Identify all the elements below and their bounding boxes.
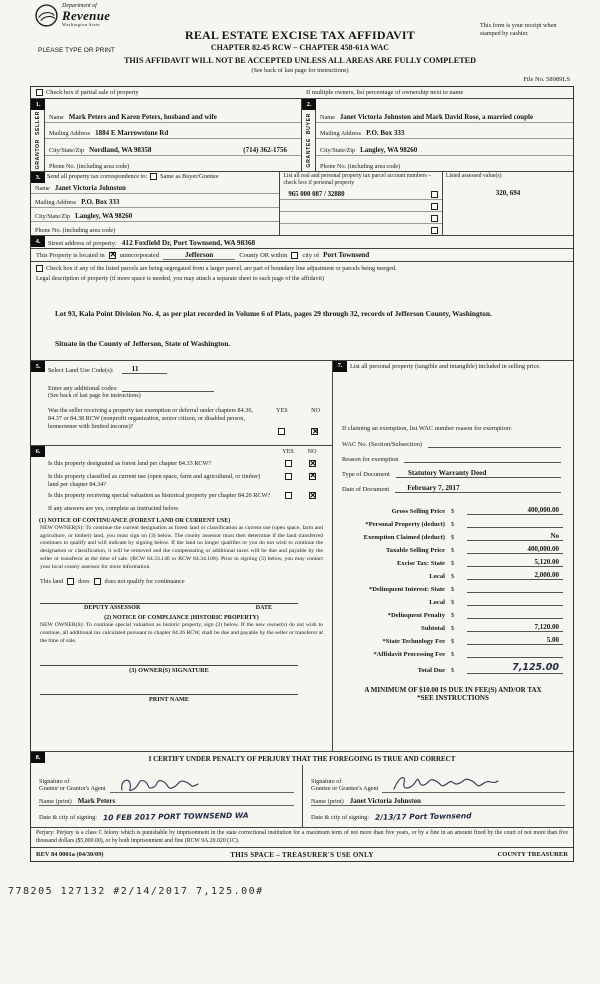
no-header: NO <box>307 448 317 456</box>
buyer-city-row <box>316 139 573 155</box>
yes-header: YES <box>282 448 294 456</box>
notice-compliance-title: (2) NOTICE OF COMPLIANCE (HISTORIC PROPERTY) <box>104 615 259 622</box>
correspondence-address-value: P.O. Box 333 <box>81 197 120 206</box>
logo-state-label: Washington State <box>62 21 100 27</box>
warning-line: THIS AFFIDAVIT WILL NOT BE ACCEPTED UNLESS ALL AREAS ARE FULLY COMPLETED <box>123 56 477 65</box>
correspondence-phone-label: Phone No. (including area code) <box>35 227 116 234</box>
money-label: *Delinquent Interest: State <box>368 586 445 594</box>
grantee-signature-field[interactable] <box>382 767 565 793</box>
correspondence-phone-row <box>31 222 279 235</box>
section-2-badge: 2. <box>302 99 316 110</box>
dollar-sign: $ <box>451 599 455 607</box>
dollar-sign: $ <box>451 667 455 675</box>
certification-section <box>31 752 573 827</box>
buyer-city-value: Langley, WA 98260 <box>360 145 418 154</box>
treasurer-space-label: THIS SPACE – TREASURER'S USE ONLY <box>230 850 374 859</box>
correspondence-address-label: Mailing Address <box>35 199 77 206</box>
logo-name-label: Revenue <box>62 8 111 24</box>
property-section <box>31 236 573 360</box>
perjury-statement: Perjury: Perjury is a class C felony which is punishable by imprisonment in the state correctional institution for a maximum term of not more than five years, or by a fine in an amount fixed by the court of not more than five thousand dollars ($5,000.00), or by both imprisonment and fine (RCW 9A.20.020 (1C). <box>31 827 573 847</box>
section-8-badge: 8. <box>31 752 45 763</box>
money-value: 5,120.00 <box>467 558 563 567</box>
tax-computation-section <box>333 361 573 751</box>
grantee-date-label: Date & city of signing: <box>311 814 370 822</box>
historic-yes-checkbox[interactable] <box>285 492 292 499</box>
receipt-note: This form is your receipt when stamped by cashier. <box>480 22 557 37</box>
personal-property-checkbox-1[interactable] <box>431 191 438 198</box>
seller-grantor-strip <box>31 110 45 171</box>
buyer-address-label: Mailing Address <box>320 130 362 138</box>
county-or-label: County OR within <box>239 251 288 259</box>
wac-label: WAC No. (Section/Subsection) <box>342 441 423 449</box>
dollar-sign: $ <box>451 560 455 568</box>
file-number: File No. 58989LS <box>523 76 570 83</box>
money-value: 2,000.00 <box>467 571 563 580</box>
city-of-label: city of <box>302 251 320 259</box>
parcel-row <box>280 188 442 200</box>
forest-yes-checkbox[interactable] <box>285 460 292 467</box>
doc-date-value: February 7, 2017 <box>395 484 561 493</box>
grantor-signature-field[interactable] <box>110 767 294 793</box>
county-treasurer-label: COUNTY TREASURER <box>497 851 568 859</box>
continuance-qualify-row <box>31 571 332 585</box>
money-table <box>333 494 573 674</box>
personal-property-deduct-row <box>333 515 563 528</box>
logo-text <box>62 3 110 28</box>
reason-label: Reason for exemption <box>342 456 399 464</box>
yes-label: YES <box>276 407 288 415</box>
buyer-address-row <box>316 123 573 139</box>
money-value: 5.00 <box>467 636 563 645</box>
money-label: Taxable Selling Price <box>385 547 445 555</box>
money-label: Total Due <box>417 667 445 675</box>
doc-type-label: Type of Document <box>342 471 390 479</box>
county-value: Jefferson <box>163 251 235 260</box>
partial-sale-label: Check box if partial sale of property <box>46 89 139 96</box>
grantor-date-label: Date & city of signing: <box>39 814 98 822</box>
deferral-yes-checkbox[interactable] <box>278 428 285 435</box>
grantor-vertical-label: GRANTOR <box>34 139 41 170</box>
exemption-claimed-row <box>333 528 563 541</box>
assessed-value: 320, 694 <box>495 188 521 197</box>
money-value: 400,000.00 <box>467 545 563 554</box>
dollar-sign: $ <box>451 547 455 555</box>
doc-type-value: Statutory Warranty Deed <box>396 469 561 478</box>
please-type-label: PLEASE TYPE OR PRINT <box>38 47 115 54</box>
current-use-no-checkbox[interactable] <box>309 473 316 480</box>
reason-field[interactable] <box>404 462 561 463</box>
segregated-checkbox[interactable] <box>36 265 43 272</box>
deputy-assessor-line <box>40 603 298 611</box>
if-yes-note: If any answers are yes, complete as instructed below. <box>48 505 180 513</box>
gross-selling-price-row <box>333 502 563 515</box>
partial-sale-row <box>31 87 573 99</box>
historic-no-checkbox[interactable] <box>309 492 316 499</box>
money-label: Local <box>429 573 445 581</box>
additional-codes-label: Enter any additional codes: <box>48 385 118 393</box>
wac-field[interactable] <box>428 447 561 448</box>
notice-continuance-title: (1) NOTICE OF CONTINUANCE (FOREST LAND OR CURRENT USE) <box>39 518 231 525</box>
seller-vertical-label: SELLER <box>34 111 41 136</box>
seller-city-row <box>45 139 301 155</box>
grantor-name-value: Mark Peters <box>77 797 116 806</box>
dollar-sign: $ <box>451 638 455 646</box>
section-4-badge: 4. <box>31 236 45 247</box>
money-value <box>467 618 563 619</box>
money-value <box>467 527 563 528</box>
grantee-signature-ink <box>390 773 502 795</box>
taxable-selling-price-row <box>333 541 563 554</box>
grantor-agent-label: Grantor or Grantor's Agent <box>39 785 106 793</box>
same-as-buyer-checkbox[interactable] <box>150 173 157 180</box>
seller-name-row <box>45 99 301 123</box>
form-box <box>30 86 574 862</box>
dollar-sign: $ <box>451 573 455 581</box>
additional-codes-field[interactable] <box>122 391 214 392</box>
dollar-sign: $ <box>451 612 455 620</box>
excise-local-row <box>333 567 563 580</box>
located-in-label: This Property is located in <box>36 251 105 259</box>
does-not-label: does not qualify for continuance <box>104 578 185 586</box>
section-3-badge: 3. <box>31 172 45 183</box>
correspondence-city-label: City/State/Zip <box>35 213 71 220</box>
delinquent-interest-local-row <box>333 593 563 606</box>
dollar-sign: $ <box>451 651 455 659</box>
form-chapter: CHAPTER 82.45 RCW – CHAPTER 458-61A WAC <box>210 43 390 52</box>
seller-name-label: Name <box>49 113 64 121</box>
buyer-address-value: P.O. Box 333 <box>366 129 405 138</box>
land-use-section <box>31 361 332 446</box>
money-label: *Personal Property (deduct) <box>365 521 445 529</box>
signature-of-label: Signature of <box>39 777 70 785</box>
total-due-row <box>333 658 563 674</box>
correspondence-city-value: Langley, WA 98260 <box>75 211 133 220</box>
deferral-question: Was the seller receiving a property tax exemption or deferral under chapters 84.36, 84.37 or 84.38 RCW (nonprofit organization, senior citizen, or disabled person, homeowner with limited income)? <box>48 407 253 431</box>
multiple-owners-note: If multiple owners, list percentage of ownership next to name <box>306 89 464 96</box>
dollar-sign: $ <box>451 508 455 516</box>
personal-property-field[interactable] <box>333 381 573 421</box>
seller-city-label: City/State/Zip <box>49 146 85 154</box>
correspondence-city-row <box>31 208 279 222</box>
certify-statement: I CERTIFY UNDER PENALTY OF PERJURY THAT THE FOREGOING IS TRUE AND CORRECT <box>148 755 456 764</box>
correspondence-name-label: Name <box>35 185 50 192</box>
money-value <box>467 592 563 593</box>
deputy-assessor-label: DEPUTY ASSESSOR <box>84 605 141 612</box>
money-value <box>467 605 563 606</box>
this-land-label: This land <box>40 578 64 586</box>
parcel-number-value: 965 000 087 / 32880 <box>288 190 345 198</box>
segregated-label: Check box if any of the listed parcels are being segregated from a larger parcel, are part of boundary line adjustment or parcels being merged. <box>46 264 397 272</box>
exemption-note: If claiming an exemption, list WAC number reason for exemption: <box>342 425 512 433</box>
revenue-logo-icon <box>34 3 59 28</box>
money-value: 7,120.00 <box>467 623 563 632</box>
current-use-question-row <box>31 471 332 491</box>
city-value: Port Townsend <box>323 251 370 259</box>
footer-row <box>31 847 573 861</box>
grantee-name-value: Janet Victoria Johnston <box>349 797 421 806</box>
legal-description-value: Lot 93, Kala Point Division No. 4, as per plat recorded in Volume 6 of Plats, pages 29 through 32, records of Jefferson County, Washington. <box>55 309 492 318</box>
doc-date-label: Date of Document <box>342 486 390 494</box>
does-qualify-checkbox[interactable] <box>67 578 74 585</box>
grantor-signature-ink <box>118 775 202 795</box>
assessed-values-header: Listed assessed value(s) <box>445 173 502 179</box>
personal-property-checkbox-3[interactable] <box>431 215 438 222</box>
buyer-vertical-label: BUYER <box>305 113 312 135</box>
grantee-agent-label: Grantee or Grantee's Agent <box>311 785 379 793</box>
money-label: Subtotal <box>421 625 445 633</box>
forest-land-question: Is this property designated as forest land per chapter 84.33 RCW? <box>48 460 212 468</box>
correspondence-name-value: Janet Victoria Johnston <box>54 183 126 192</box>
personal-property-checkbox-2[interactable] <box>431 203 438 210</box>
cashier-receipt-stamp: 778205 127132 #2/14/2017 7,125.00# <box>8 886 264 898</box>
segregated-row <box>31 262 573 274</box>
signature-of-label: Signature of <box>311 777 342 785</box>
total-due-handwritten-value: 7,125.00 <box>467 662 563 674</box>
seller-city-value: Nordland, WA 98358 <box>89 145 152 154</box>
unincorporated-label: unincorporated <box>119 251 159 259</box>
land-classification-section <box>31 446 332 751</box>
grantor-date-handwritten: 10 FEB 2017 PORT TOWNSEND WA <box>102 810 249 823</box>
parcel-row <box>280 200 442 212</box>
money-value: No <box>467 532 563 541</box>
parcel-numbers-header: List all real and personal property tax parcel account numbers – check box if personal property <box>283 173 432 186</box>
subtotal-row <box>333 619 563 632</box>
grantee-name-print-label: Name (print) <box>311 798 344 806</box>
grantee-date-handwritten: 2/13/17 Port Townsend <box>374 811 472 822</box>
money-label: *State Technology Fee <box>382 638 445 646</box>
money-label: *Affidavit Processing Fee <box>373 651 445 659</box>
grantee-vertical-label: GRANTEE <box>305 138 312 168</box>
legal-description-label: Legal description of property (if more space is needed, you may attach a separate sheet to each page of the affidavit) <box>36 275 324 282</box>
money-value: 400,000.00 <box>467 506 563 515</box>
parcel-row <box>280 212 442 224</box>
unincorporated-checkbox[interactable] <box>109 252 116 259</box>
minimum-due-note: A MINIMUM OF $10.00 IS DUE IN FEE(S) AND/OR TAX <box>364 686 542 695</box>
seller-address-row <box>45 123 301 139</box>
money-label: Excise Tax: State <box>397 560 445 568</box>
state-technology-fee-row <box>333 632 563 645</box>
dollar-sign: $ <box>451 534 455 542</box>
dollar-sign: $ <box>451 625 455 633</box>
excise-state-row <box>333 554 563 567</box>
seller-phone-value: (714) 362-1756 <box>243 145 287 154</box>
see-back-note: (See back of last page for instructions) <box>251 67 349 74</box>
seller-phone-row <box>45 156 301 171</box>
see-back-note-2: (See back of last page for instructions) <box>48 393 141 400</box>
seller-name-value: Mark Peters and Karen Peters, husband and wife <box>68 112 217 121</box>
correspondence-address-row <box>31 194 279 208</box>
grantee-signature-block <box>302 765 573 827</box>
dollar-sign: $ <box>451 521 455 529</box>
partial-sale-checkbox[interactable] <box>36 89 43 96</box>
land-use-label: Select Land Use Code(s): <box>48 367 114 375</box>
section-1-badge: 1. <box>31 99 45 110</box>
middle-columns <box>31 360 573 752</box>
notice-compliance-body: NEW OWNER(S): To continue special valuation as historic property, sign (3) below. If the new owner(s) do not wish to continue, all additional tax calculated pursuant to chapter 84.26 RCW, shall be due and payable by the seller or transferor at the time of sale. <box>40 622 323 644</box>
delinquent-interest-state-row <box>333 580 563 593</box>
reason-row <box>333 449 573 464</box>
money-label: Exemption Claimed (deduct) <box>363 534 445 542</box>
historic-question-row <box>31 490 332 503</box>
forest-no-checkbox[interactable] <box>309 460 316 467</box>
does-not-qualify-checkbox[interactable] <box>94 578 101 585</box>
header <box>0 0 600 86</box>
same-as-buyer-label: Same as Buyer/Grantee <box>160 173 219 180</box>
date-label: DATE <box>255 605 272 612</box>
forest-land-question-row <box>31 458 332 471</box>
parcel-row <box>280 224 442 235</box>
money-value <box>467 657 563 658</box>
money-label: Local <box>429 599 445 607</box>
personal-property-checkbox-4[interactable] <box>431 227 438 234</box>
dollar-sign: $ <box>451 586 455 594</box>
seller-section <box>31 99 302 171</box>
land-use-code-value: 11 <box>122 364 167 374</box>
grantor-name-print-label: Name (print) <box>39 798 72 806</box>
parties-row <box>31 99 573 172</box>
wac-row <box>333 434 573 449</box>
street-address-label: Street address of property: <box>48 240 117 247</box>
buyer-name-row <box>316 99 573 123</box>
affidavit-processing-fee-row <box>333 645 563 658</box>
seller-address-label: Mailing Address <box>49 130 91 138</box>
send-correspondence-label: Send all property tax correspondence to: <box>47 173 148 180</box>
section-7-badge: 7. <box>333 361 347 372</box>
personal-property-label: List all personal property (tangible and intangible) included in selling price. <box>350 363 541 371</box>
owners-signature-line[interactable]: (3) OWNER(S) SIGNATURE <box>40 665 298 674</box>
see-instructions-note: *SEE INSTRUCTIONS <box>417 694 489 703</box>
delinquent-penalty-row <box>333 606 563 619</box>
property-location-row <box>31 249 573 262</box>
seller-phone-label: Phone No. (including area code) <box>49 162 130 170</box>
seller-address-value: 1884 E Marrowstone Rd <box>95 129 169 138</box>
tax-correspondence-section <box>31 172 573 236</box>
grantor-signature-block <box>31 765 302 827</box>
does-label: does <box>78 578 90 586</box>
money-label: *Delinquent Penalty <box>387 612 445 620</box>
form-revision-number: REV 84 0001a (04/30/09) <box>36 851 104 859</box>
doc-date-row <box>333 479 573 494</box>
section-6-badge: 6. <box>31 446 45 457</box>
street-address-row <box>31 236 573 249</box>
current-use-yes-checkbox[interactable] <box>285 473 292 480</box>
print-name-line[interactable]: PRINT NAME <box>40 694 298 703</box>
doc-type-row <box>333 464 573 479</box>
correspondence-name-row <box>31 180 279 194</box>
buyer-name-value: Janet Victoria Johnston and Mark David Rose, a married couple <box>339 112 534 121</box>
no-label: NO <box>311 407 320 415</box>
buyer-grantee-strip <box>302 110 316 171</box>
current-use-question: Is this property classified as current use (open space, farm and agricultural, or timber) land per chapter 84.34? <box>48 472 261 488</box>
buyer-phone-row <box>316 156 573 171</box>
situate-line: Situate in the County of Jefferson, State of Washington. <box>55 339 231 349</box>
section-5-badge: 5. <box>31 361 45 372</box>
money-label: Gross Selling Price <box>391 508 445 516</box>
street-address-value: 412 Foxfield Dr, Port Townsend, WA 98368 <box>121 238 256 247</box>
buyer-city-label: City/State/Zip <box>320 146 356 154</box>
form-title: REAL ESTATE EXCISE TAX AFFIDAVIT <box>184 28 416 42</box>
notice-continuance-body: NEW OWNER(S): To continue the current designation as forest land or classification as current use (open space, farm and agriculture, or timber) land, you must sign on (3) below. The county assessor must then determine if the land transferred continues to qualify and will indicate by signing below. If the land no longer qualifies or you do not wish to continue the designation or classification, it will be removed and the compensating or additional taxes will be due and payable by the seller or transferor at the time of sale. (RCW 84.33.140 or RCW 84.34.108). Prior to signing (3) below, you may contact your local county assessor for more information. <box>40 525 323 570</box>
deferral-no-checkbox[interactable] <box>311 428 318 435</box>
logo-dept-label: Department of <box>62 3 97 9</box>
city-checkbox[interactable] <box>291 252 298 259</box>
buyer-section <box>302 99 573 171</box>
buyer-name-label: Name <box>320 113 335 121</box>
revenue-logo <box>34 3 110 28</box>
historic-question: Is this property receiving special valuation as historical property per chapter 84.26 RCW? <box>48 492 271 500</box>
buyer-phone-label: Phone No. (including area code) <box>320 162 401 170</box>
